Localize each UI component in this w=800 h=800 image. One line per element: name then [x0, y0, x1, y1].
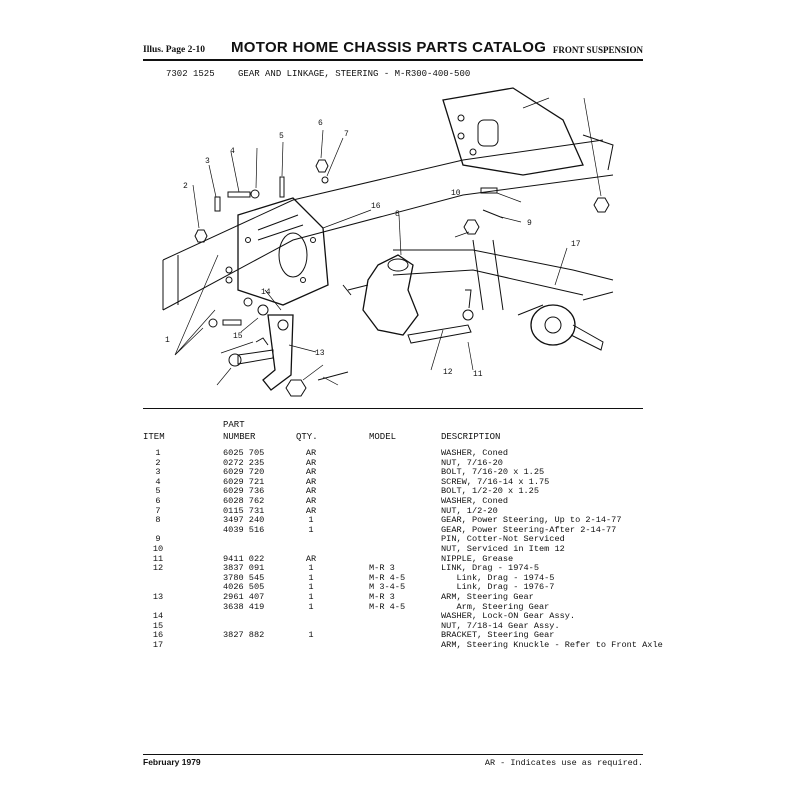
item-number-cell: 11 [152, 553, 164, 564]
description-cell: Arm, Steering Gear [441, 601, 550, 612]
item-number-cell: 12 [152, 563, 164, 574]
callout-16: 16 [371, 202, 381, 211]
model-cell: M-R 4-5 [369, 572, 406, 583]
part-number-cell: 6025 705 [223, 448, 265, 458]
table-row [143, 478, 643, 488]
callout-3: 3 [205, 157, 210, 166]
table-row [143, 459, 643, 469]
part-number-cell: 0115 731 [223, 505, 265, 516]
catalog-title: MOTOR HOME CHASSIS PARTS CATALOG [231, 39, 547, 56]
header-qty: QTY. [296, 432, 318, 442]
description-cell: GEAR, Power Steering-After 2-14-77 [441, 524, 617, 535]
item-number-cell: 3 [155, 467, 161, 478]
illus-page-label: Illus. Page 2-10 [143, 45, 206, 55]
item-number-cell: 9 [155, 534, 161, 545]
qty-cell: 1 [308, 591, 314, 602]
description-cell: Link, Drag - 1974-5 [441, 572, 555, 583]
qty-cell: AR [305, 467, 317, 478]
part-number-cell: 6029 721 [223, 476, 265, 487]
callout-2: 2 [183, 182, 188, 191]
model-cell: M-R 3 [369, 563, 395, 574]
qty-cell: 1 [308, 572, 314, 583]
footer-date: February 1979 [143, 757, 201, 767]
model-cell: M-R 4-5 [369, 601, 406, 612]
description-cell: LINK, Drag - 1974-5 [441, 563, 539, 574]
item-number-cell: 13 [152, 591, 164, 602]
part-number-cell: 6029 720 [223, 467, 265, 478]
item-number-cell: 16 [152, 630, 164, 641]
table-row [143, 622, 643, 632]
callout-14: 14 [261, 288, 271, 297]
item-number-cell: 6 [155, 495, 161, 506]
part-number-cell: 6028 762 [223, 495, 265, 506]
item-number-cell: 4 [155, 476, 161, 487]
table-row [143, 639, 663, 651]
part-number-cell: 3837 091 [223, 563, 265, 574]
qty-cell: 1 [308, 601, 314, 612]
subheader [166, 69, 488, 79]
table-row [143, 468, 643, 478]
footer-rule [143, 754, 643, 755]
qty-cell: AR [305, 486, 317, 497]
part-number-cell: 6029 736 [223, 486, 265, 497]
table-row [143, 487, 643, 497]
part-number-cell: 9411 022 [223, 553, 265, 564]
description-cell: ARM, Steering Gear [441, 591, 534, 602]
description-cell: NUT, 7/18-14 Gear Assy. [441, 620, 560, 631]
model-cell: M-R 3 [369, 591, 395, 602]
description-cell: SCREW, 7/16-14 x 1.75 [441, 476, 550, 487]
table-row [143, 526, 643, 536]
part-number-cell: 0272 235 [223, 457, 265, 468]
table-row [143, 449, 643, 459]
header-model: MODEL [369, 432, 397, 442]
item-number-cell: 1 [155, 448, 161, 458]
description-cell: WASHER, Lock-ON Gear Assy. [441, 611, 576, 622]
model-cell: M 3-4-5 [369, 582, 406, 593]
description-cell: BRACKET, Steering Gear [441, 630, 555, 641]
qty-cell: 1 [308, 524, 314, 535]
description-cell: BOLT, 1/2-20 x 1.25 [441, 486, 539, 497]
callout-6: 6 [318, 119, 323, 128]
callout-9: 9 [527, 219, 532, 228]
part-number-cell: 3780 545 [223, 572, 265, 583]
part-number-cell: 4026 505 [223, 582, 265, 593]
steering-linkage-diagram [143, 80, 643, 405]
qty-cell: AR [305, 495, 317, 506]
header-number: NUMBER [223, 432, 256, 442]
table-row [143, 545, 643, 555]
part-number-cell: 4039 516 [223, 524, 265, 535]
item-number-cell: 17 [152, 639, 164, 650]
item-number-cell: 8 [155, 515, 161, 526]
callout-11: 11 [473, 370, 483, 379]
description-cell: BOLT, 7/16-20 x 1.25 [441, 467, 545, 478]
description-cell: ARM, Steering Knuckle - Refer to Front Axle [441, 639, 663, 650]
section-label: FRONT SUSPENSION [552, 45, 643, 55]
item-number-cell: 14 [152, 611, 164, 622]
callout-8: 8 [395, 210, 400, 219]
qty-cell: 1 [308, 563, 314, 574]
callout-10: 10 [451, 189, 461, 198]
item-number-cell: 5 [155, 486, 161, 497]
group-title: GEAR AND LINKAGE, STEERING - M-R300-400-500 [238, 69, 471, 79]
group-code: 7302 1525 [166, 69, 215, 79]
qty-cell: 1 [308, 630, 314, 641]
description-cell: Link, Drag - 1976-7 [441, 582, 555, 593]
item-number-cell: 7 [155, 505, 161, 516]
callout-1: 1 [165, 336, 170, 345]
callout-4: 4 [230, 147, 235, 156]
table-row [143, 535, 643, 545]
description-cell: NIPPLE, Grease [441, 553, 514, 564]
qty-cell: 1 [308, 515, 314, 526]
qty-cell: AR [305, 448, 317, 458]
qty-cell: 1 [308, 582, 314, 593]
table-row [143, 497, 643, 507]
part-number-cell: 3827 882 [223, 630, 265, 641]
callout-5: 5 [279, 132, 284, 141]
description-cell: NUT, Serviced in Item 12 [441, 543, 565, 554]
description-cell: PIN, Cotter-Not Serviced [441, 534, 565, 545]
callout-13: 13 [315, 349, 325, 358]
header-part: PART [223, 420, 245, 430]
qty-cell: AR [305, 553, 317, 564]
description-cell: GEAR, Power Steering, Up to 2-14-77 [441, 515, 622, 526]
description-cell: WASHER, Coned [441, 495, 509, 506]
header-rule [143, 59, 643, 61]
part-number-cell: 2961 407 [223, 591, 265, 602]
callout-12: 12 [443, 368, 453, 377]
table-row [143, 612, 643, 622]
qty-cell: AR [305, 505, 317, 516]
footer-note: AR - Indicates use as required. [484, 758, 643, 768]
callout-7: 7 [344, 130, 349, 139]
description-cell: NUT, 7/16-20 [441, 457, 503, 468]
description-cell: WASHER, Coned [441, 448, 509, 458]
qty-cell: AR [305, 457, 317, 468]
header-description: DESCRIPTION [441, 432, 501, 442]
description-cell: NUT, 1/2-20 [441, 505, 498, 516]
item-number-cell: 10 [152, 543, 164, 554]
qty-cell: AR [305, 476, 317, 487]
page-header [143, 40, 643, 60]
parts-table-body [143, 448, 663, 650]
item-number-cell: 2 [155, 457, 161, 468]
callout-17: 17 [571, 240, 581, 249]
header-item: ITEM [143, 432, 165, 442]
item-number-cell: 15 [152, 620, 164, 631]
callout-15: 15 [233, 332, 243, 341]
part-number-cell: 3497 240 [223, 515, 265, 526]
diagram-table-rule [143, 408, 643, 409]
part-number-cell: 3638 419 [223, 601, 265, 612]
